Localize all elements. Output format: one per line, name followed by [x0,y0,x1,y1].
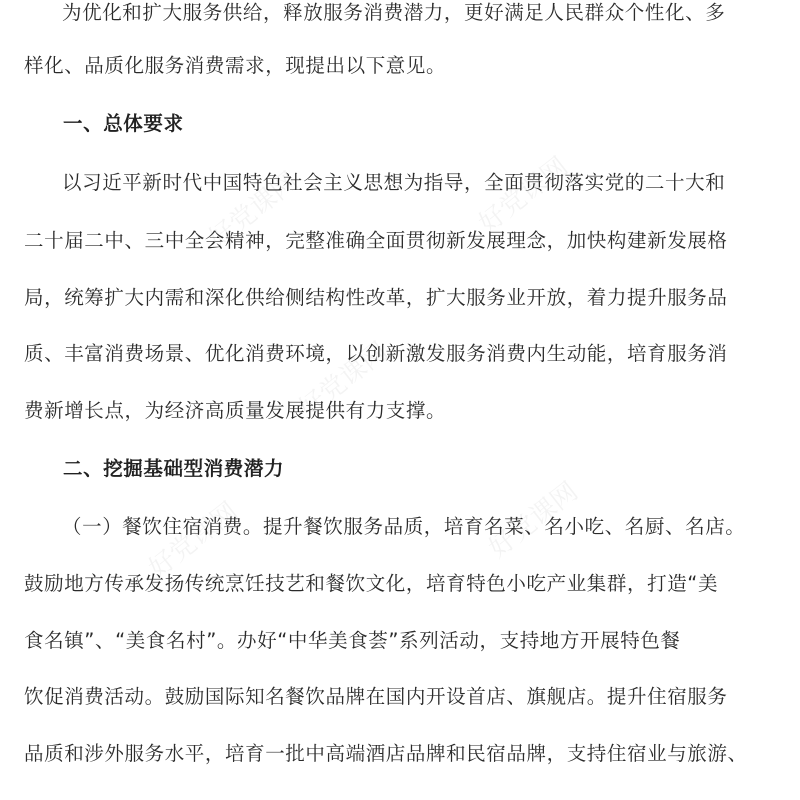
paragraph-line [0,677,800,717]
paragraph-line [0,734,800,774]
line-text: 食名镇”、“美食名村”。办好“中华美食荟”系列活动，支持地方开展特色餐 [24,629,681,652]
line-text: 饮促消费活动。鼓励国际知名餐饮品牌在国内开设首店、旗舰店。提升住宿服务 [24,685,728,708]
paragraph-line [0,507,800,547]
line-text: 品质和涉外服务水平，培育一批中高端酒店品牌和民宿品牌，支持住宿业与旅游、 [24,742,748,765]
line-text: 质、丰富消费场景、优化消费环境，以创新激发服务消费内生动能，培育服务消 [24,342,728,365]
paragraph-line [0,0,800,33]
paragraph-line [0,278,800,318]
paragraph-line [0,564,800,604]
paragraph-line [0,391,800,431]
heading-text: 二、挖掘基础型消费潜力 [63,457,285,480]
paragraph-line [0,621,800,661]
paragraph-line [0,221,800,261]
section-heading [0,104,800,144]
line-text: 费新增长点，为经济高质量发展提供有力支撑。 [24,399,447,422]
line-text: 为优化和扩大服务供给，释放服务消费潜力，更好满足人民群众个性化、多 [62,1,726,24]
line-text: 局，统筹扩大内需和深化供给侧结构性改革，扩大服务业开放，着力提升服务品 [24,286,728,309]
line-text: 鼓励地方传承发扬传统烹饪技艺和餐饮文化，培育特色小吃产业集群，打造“美 [24,572,719,595]
line-text: （一）餐饮住宿消费。提升餐饮服务品质，培育名菜、名小吃、名厨、名店。 [62,515,746,538]
paragraph-line [0,46,800,86]
line-text: 以习近平新时代中国特色社会主义思想为指导，全面贯彻落实党的二十大和 [62,171,726,194]
line-text: 二十届二中、三中全会精神，完整准确全面贯彻新发展理念，加快构建新发展格 [24,229,728,252]
paragraph-line [0,163,800,203]
line-text: 样化、品质化服务消费需求，现提出以下意见。 [24,54,447,77]
section-heading [0,449,800,489]
paragraph-line [0,334,800,374]
heading-text: 一、总体要求 [63,112,184,135]
